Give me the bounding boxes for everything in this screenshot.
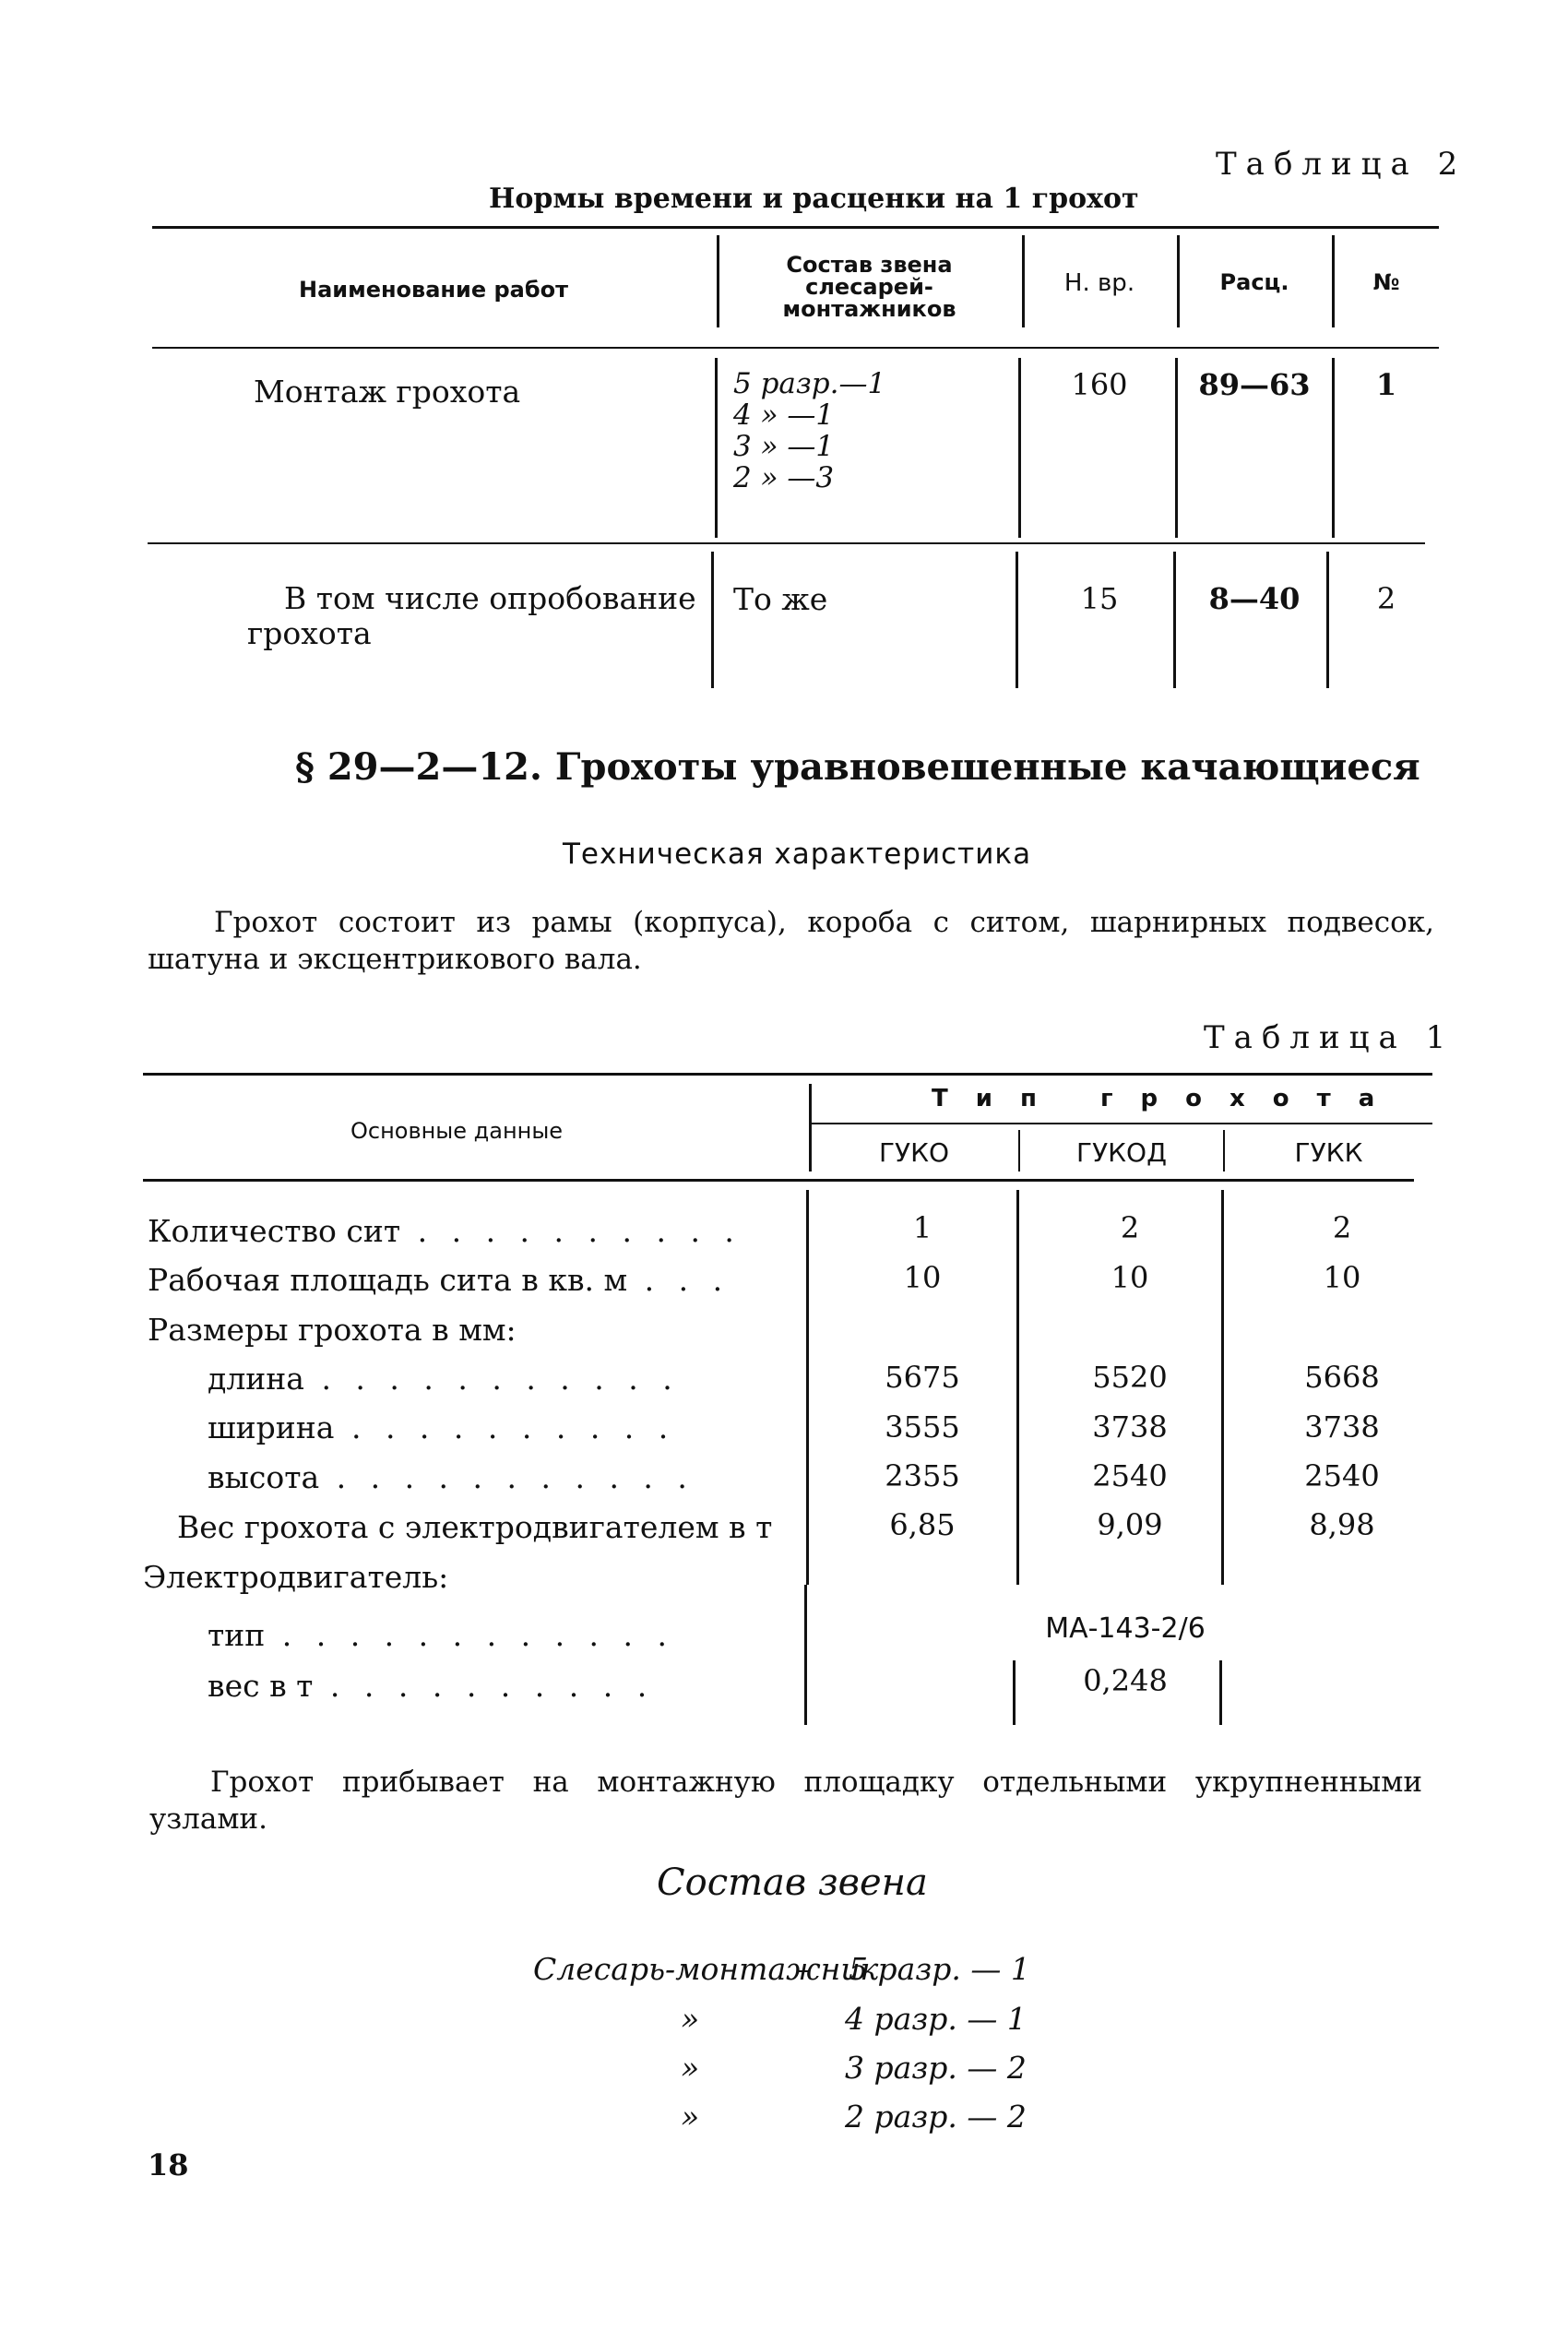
table2-divider xyxy=(1332,358,1335,538)
page-number: 18 xyxy=(148,2147,189,2182)
table1-header-group: Тип грохота xyxy=(932,1085,1403,1112)
table1-caption: Таблица 1 xyxy=(1204,1019,1455,1056)
table2-divider xyxy=(1175,358,1178,538)
table1-row-label: тип . . . . . . . . . . . . xyxy=(208,1617,675,1653)
table2-header-crew: Состав звена слесарей-монтажников xyxy=(782,252,956,322)
table1-cell: 2540 xyxy=(1304,1458,1380,1493)
table2-divider xyxy=(1326,552,1329,688)
table1-cell: 5675 xyxy=(885,1360,960,1395)
table2-row1-work: Монтаж грохота xyxy=(254,374,521,410)
table1-top-rule xyxy=(143,1073,1432,1076)
table1-cell: 5520 xyxy=(1092,1360,1168,1395)
table2-header-no: № xyxy=(1372,269,1400,295)
table1-cell: 1 xyxy=(912,1210,932,1245)
table2-header-rule xyxy=(152,347,1439,349)
table2-divider xyxy=(1332,235,1335,327)
table1-type-guko: ГУКО xyxy=(878,1137,950,1168)
table1-type-gukk: ГУКК xyxy=(1294,1137,1363,1168)
table1-type-rule xyxy=(812,1123,1432,1124)
table1-cell-merged: 0,248 xyxy=(1083,1663,1168,1698)
table2-divider xyxy=(1016,552,1018,688)
table2-divider xyxy=(1177,235,1180,327)
section-heading: § 29—2—12. Грохоты уравновешенные качающиеся xyxy=(295,745,1420,789)
table2-row2-rate: 8—40 xyxy=(1208,581,1301,616)
table1-row-label: длина . . . . . . . . . . . xyxy=(208,1361,680,1397)
table2-row1-norm: 160 xyxy=(1071,367,1128,402)
table2-header-norm: Н. вр. xyxy=(1063,269,1135,297)
table1-divider xyxy=(806,1190,809,1585)
crew-grade: 4 разр. — 1 xyxy=(845,2001,1027,2037)
table1-row-label: ширина . . . . . . . . . . xyxy=(208,1409,676,1445)
table2-row2-no: 2 xyxy=(1376,581,1396,616)
crew-who: » xyxy=(681,2099,700,2135)
table1-divider xyxy=(1016,1190,1019,1585)
after-paragraph: Грохот прибывает на монтажную площадку отдельными укрупненными узлами. xyxy=(149,1766,1422,1836)
table2-caption: Таблица 2 xyxy=(1216,146,1467,183)
table1-cell: 10 xyxy=(903,1260,942,1295)
crew-grade: 3 разр. — 2 xyxy=(845,2050,1027,2086)
crew-grade: 2 разр. — 2 xyxy=(845,2099,1027,2135)
crew-who: » xyxy=(681,2050,700,2086)
table1-row-label: Рабочая площадь сита в кв. м . . . xyxy=(148,1262,731,1298)
table2-header-work: Наименование работ xyxy=(298,277,568,303)
table2-top-rule xyxy=(152,226,1439,229)
table2-divider xyxy=(715,358,718,538)
table1-cell: 2540 xyxy=(1092,1458,1168,1493)
crew-title: Состав звена xyxy=(657,1861,928,1904)
table2-row1-no: 1 xyxy=(1375,367,1397,402)
table1-row-label: вес в т . . . . . . . . . . xyxy=(208,1668,655,1704)
table1-cell: 3555 xyxy=(885,1409,960,1445)
table1-cell: 8,98 xyxy=(1309,1507,1375,1542)
table1-cell: 10 xyxy=(1111,1260,1149,1295)
table2-row-rule xyxy=(148,542,1425,544)
table2-row1-crew-line: 4 » —1 xyxy=(733,398,835,432)
table1-row-label: Электродвигатель: xyxy=(143,1559,449,1595)
table2-row2-norm: 15 xyxy=(1080,581,1119,616)
table1-cell: 3738 xyxy=(1092,1409,1168,1445)
table2-row1-rate: 89—63 xyxy=(1198,367,1311,402)
crew-grade: 5 разр. — 1 xyxy=(849,1951,1030,1987)
section-subheading: Техническая характеристика xyxy=(563,838,1032,871)
table2-divider xyxy=(1173,552,1176,688)
table1-header-main: Основные данные xyxy=(350,1118,564,1144)
table1-cell: 2355 xyxy=(885,1458,960,1493)
table2-row2-crew: То же xyxy=(733,581,828,617)
table2-divider xyxy=(1022,235,1025,327)
table2-divider xyxy=(1018,358,1021,538)
table1-header-rule xyxy=(143,1179,1414,1182)
table1-divider xyxy=(804,1585,807,1725)
section-paragraph: Грохот состоит из рамы (корпуса), короба с ситом, шарнирных подвесок, шатуна и эксцентрикового вала. xyxy=(148,906,1434,976)
table1-row-label: Количество сит . . . . . . . . . . xyxy=(148,1213,742,1249)
table2-row2-work: В том числе опробование грохота xyxy=(247,580,696,651)
table2-header-rate: Расц. xyxy=(1219,269,1289,295)
table1-cell: 9,09 xyxy=(1097,1507,1163,1542)
crew-who: » xyxy=(681,2001,700,2037)
table2-row1-crew-line: 5 разр.—1 xyxy=(733,367,886,400)
table1-type-gukod: ГУКОД xyxy=(1076,1137,1167,1168)
table2-title: Нормы времени и расценки на 1 грохот xyxy=(489,183,1139,215)
table2-divider xyxy=(711,552,714,688)
table2-row1-crew-line: 2 » —3 xyxy=(733,461,835,494)
table1-cell: 2 xyxy=(1332,1210,1352,1245)
table1-row-label: Размеры грохота в мм: xyxy=(148,1312,517,1348)
table1-row-label: высота . . . . . . . . . . . xyxy=(208,1459,695,1495)
table1-cell: 2 xyxy=(1120,1210,1140,1245)
table1-cell-merged: МА-143-2/6 xyxy=(1045,1612,1206,1645)
table1-cell: 6,85 xyxy=(889,1507,956,1542)
table1-cell: 5668 xyxy=(1304,1360,1380,1395)
table1-cell: 3738 xyxy=(1304,1409,1380,1445)
table1-cell: 10 xyxy=(1323,1260,1361,1295)
crew-who: Слесарь-монтажник xyxy=(533,1951,879,1987)
table2-row1-crew-line: 3 » —1 xyxy=(733,430,835,463)
table1-row-label: Вес грохота с электродвигателем в т xyxy=(177,1509,773,1545)
